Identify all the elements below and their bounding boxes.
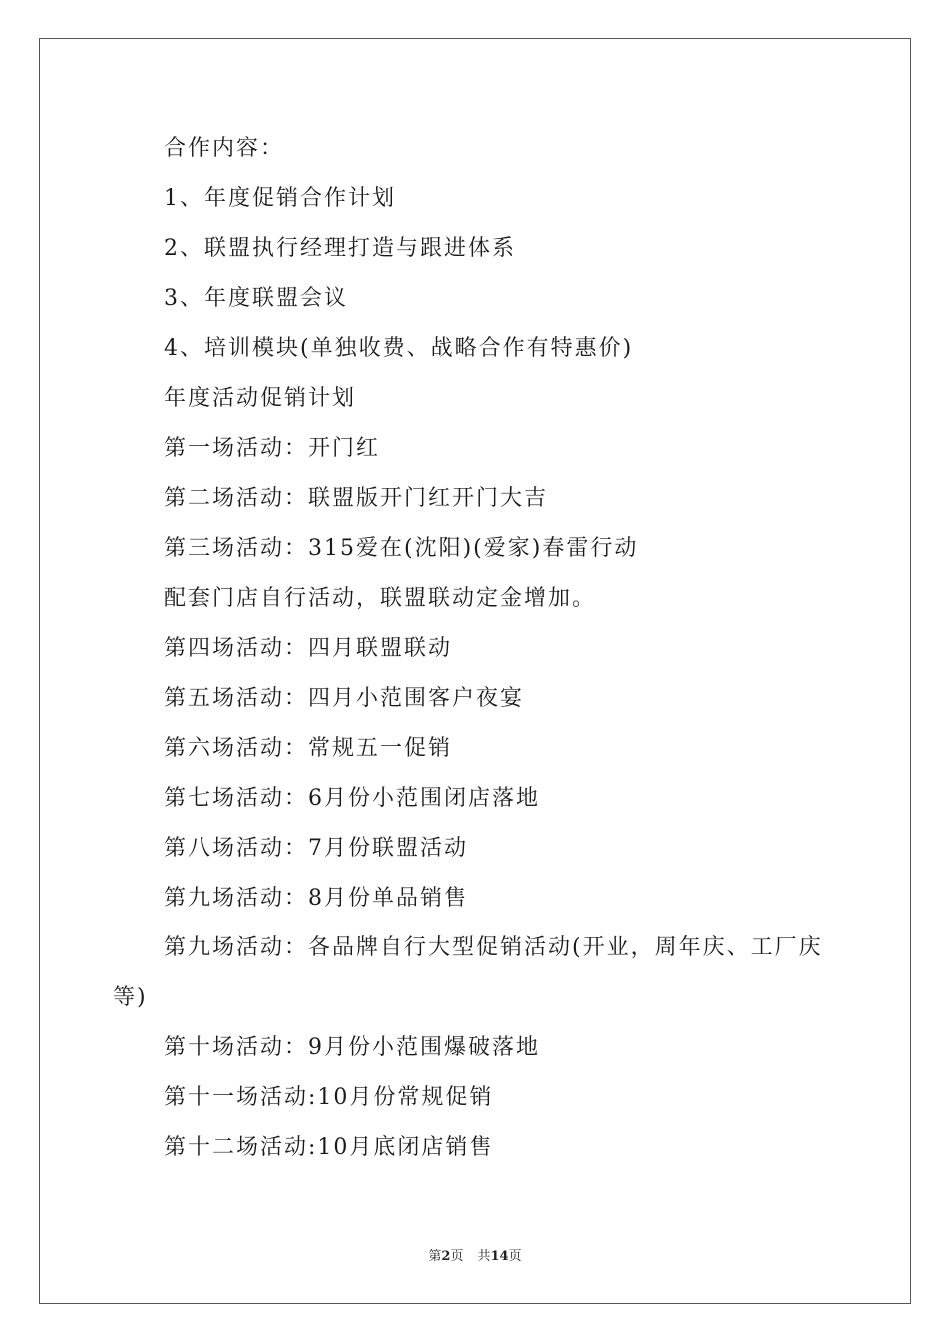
activity-line: 第十二场活动:10月底闭店销售	[164, 1135, 494, 1160]
list-item: 4、培训模块(单独收费、战略合作有特惠价)	[164, 336, 634, 361]
activity-line: 第三场活动：315爱在(沈阳)(爱家)春雷行动	[164, 536, 639, 561]
page-number: 2	[441, 1249, 451, 1264]
activity-line-continuation: 等)	[113, 985, 148, 1010]
page-prefix: 第	[428, 1249, 442, 1264]
activity-line: 第八场活动：7月份联盟活动	[164, 836, 468, 861]
activity-line: 第九场活动：8月份单品销售	[164, 886, 468, 911]
activity-line: 第一场活动：开门红	[164, 436, 381, 461]
page-footer	[0, 1248, 950, 1266]
activity-line: 第五场活动：四月小范围客户夜宴	[164, 686, 525, 711]
list-item: 1、年度促销合作计划	[164, 186, 396, 211]
section-heading: 年度活动促销计划	[164, 386, 357, 411]
list-item: 3、年度联盟会议	[164, 286, 348, 311]
total-suffix: 页	[508, 1249, 522, 1264]
page-suffix: 页	[450, 1249, 464, 1264]
section-heading: 合作内容：	[164, 136, 285, 161]
total-prefix: 共	[477, 1249, 491, 1264]
activity-line: 第二场活动：联盟版开门红开门大吉	[164, 486, 549, 511]
activity-line: 第六场活动：常规五一促销	[164, 736, 453, 761]
activity-line: 第十一场活动:10月份常规促销	[164, 1085, 494, 1110]
activity-line: 第九场活动：各品牌自行大型促销活动(开业，周年庆、工厂庆	[164, 935, 823, 960]
paragraph-line: 配套门店自行活动，联盟联动定金增加。	[164, 586, 597, 611]
total-pages: 14	[490, 1249, 509, 1264]
list-item: 2、联盟执行经理打造与跟进体系	[164, 236, 516, 261]
activity-line: 第七场活动：6月份小范围闭店落地	[164, 786, 540, 811]
activity-line: 第四场活动：四月联盟联动	[164, 636, 453, 661]
activity-line: 第十场活动：9月份小范围爆破落地	[164, 1035, 540, 1060]
